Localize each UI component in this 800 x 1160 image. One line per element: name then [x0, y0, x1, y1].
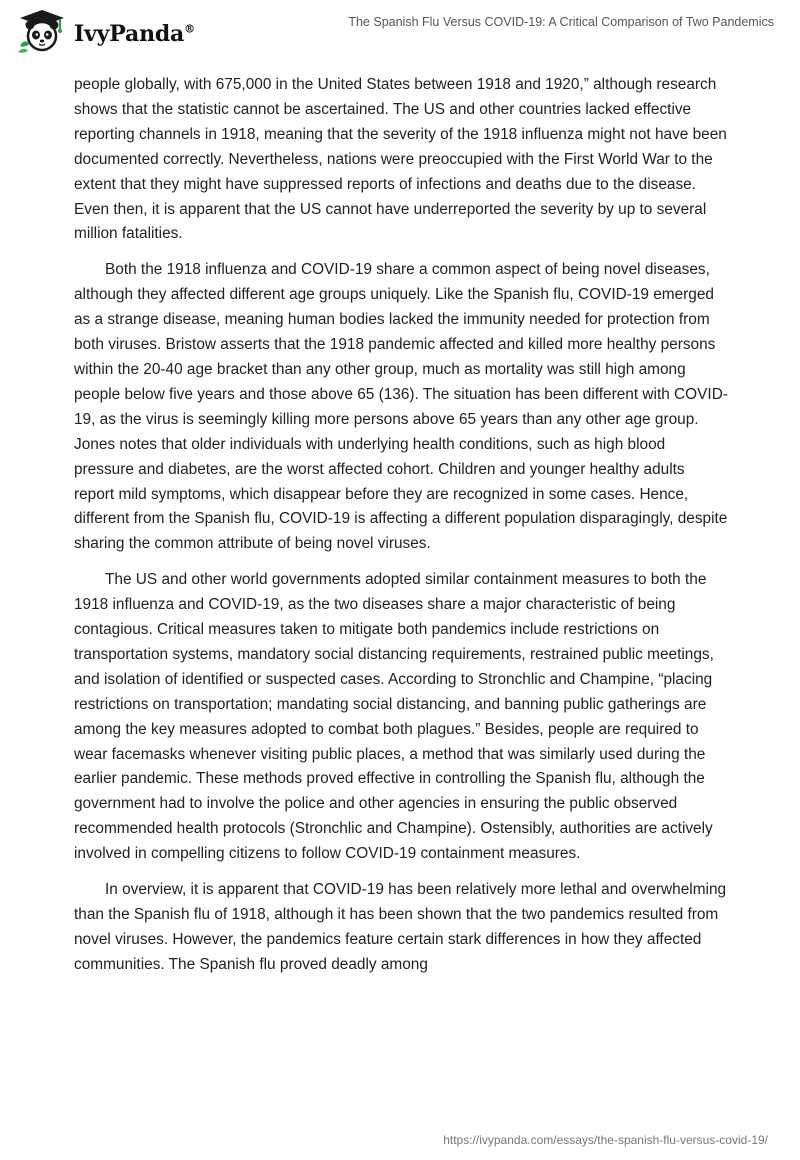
document-title: The Spanish Flu Versus COVID-19: A Critical Comparison of Two Pandemics — [348, 15, 774, 29]
page-header — [0, 0, 800, 60]
panda-graduate-icon — [14, 8, 70, 59]
registered-mark: ® — [184, 22, 195, 36]
essay-body — [74, 73, 728, 989]
paragraph: In overview, it is apparent that COVID-19 has been relatively more lethal and overwhelming than the Spanish flu of 1918, although it has been shown that the two pandemics resulted from novel viruses. However, the pandemics feature certain stark differences in how they affected communities. The Spanish flu proved deadly among — [74, 881, 727, 973]
paragraph: people globally, with 675,000 in the United States between 1918 and 1920,” although research shows that the statistic cannot be ascertained. The US and other countries lacked effective reporting channels in 1918, meaning that the severity of the 1918 influenza might not have been documented correctly. Nevertheless, nations were preoccupied with the First World War to the extent that they might have suppressed reports of infections and deaths due to the disease. Even then, it is apparent that the US cannot have underreported the severity by up to several million fatalities. — [74, 76, 727, 243]
brand-name: IvyPanda® — [74, 20, 195, 47]
paragraph: Both the 1918 influenza and COVID-19 share a common aspect of being novel diseases, although they affected different age groups uniquely. Like the Spanish flu, COVID-19 emerged as a strange disease, meaning human bodies lacked the immunity needed for protection from both viruses. Bristow asserts that the 1918 pandemic affected and killed more healthy persons within the 20-40 age bracket than any other group, much as mortality was still high among people below five years and those above 65 (136). The situation has been different with COVID-19, as the virus is seemingly killing more persons above 65 years than any other age group. Jones notes that older individuals with underlying health conditions, such as high blood pressure and diabetes, are the worst affected cohort. Children and younger healthy adults report mild symptoms, which disappear before they are recognized in some cases. Hence, different from the Spanish flu, COVID-19 is affecting a different population disparagingly, despite sharing the common attribute of being novel viruses. — [74, 261, 728, 553]
source-url-link[interactable]: https://ivypanda.com/essays/the-spanish-flu-versus-covid-19/ — [443, 1133, 768, 1147]
ivypanda-logo[interactable] — [14, 8, 195, 59]
paragraph: The US and other world governments adopted similar containment measures to both the 1918 influenza and COVID-19, as the two diseases share a major characteristic of being contagious. Critical measures taken to mitigate both pandemics include restrictions on transportation systems, mandatory social distancing requirements, restrained public meetings, and isolation of identified or suspected cases. According to Stronchlic and Champine, “placing restrictions on transportation; mandating social distancing, and banning public gatherings are among the key measures adopted to combat both plagues.” Besides, people are required to wear facemasks whenever visiting public places, a method that was similarly used during the earlier pandemic. These methods proved effective in controlling the Spanish flu, although the government had to involve the police and other agencies in ensuring the public observed recommended health protocols (Stronchlic and Champine). Ostensibly, authorities are actively involved in compelling citizens to follow COVID-19 containment measures. — [74, 571, 714, 863]
